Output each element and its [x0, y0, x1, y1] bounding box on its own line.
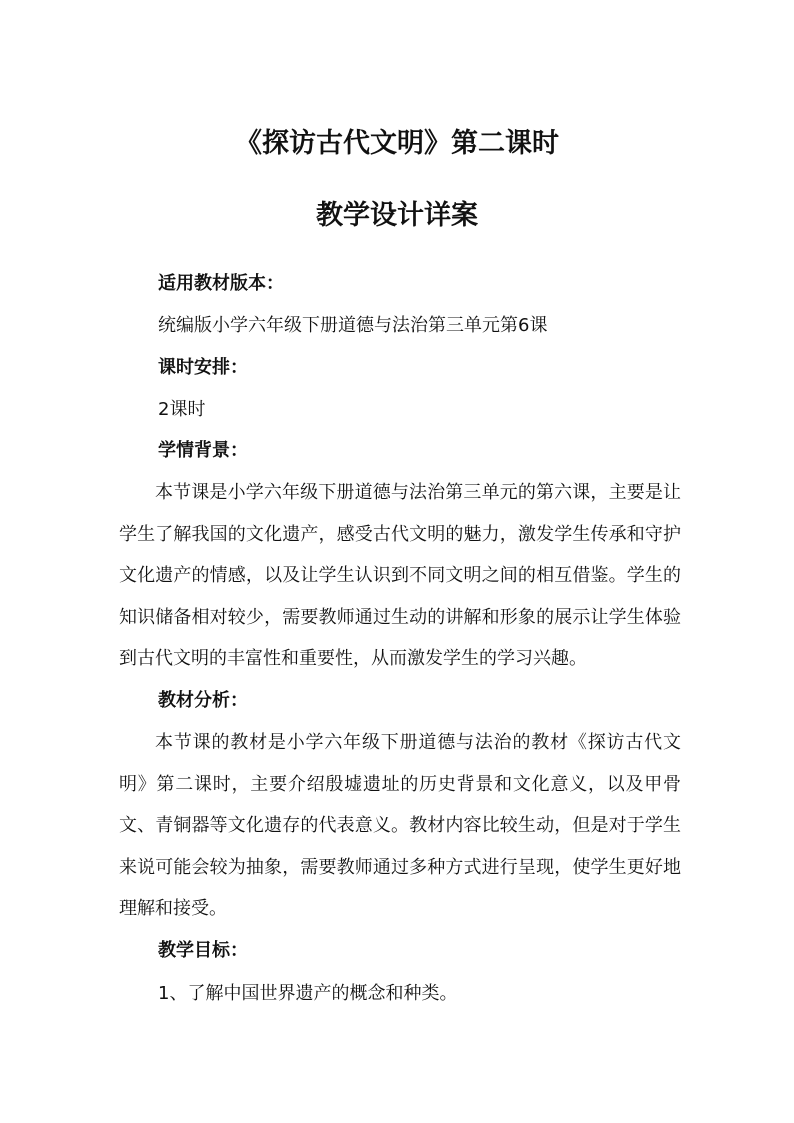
- goal-item-1: 1、了解中国世界遗产的概念和种类。: [158, 983, 458, 1004]
- goals-heading: 教学目标：: [158, 940, 248, 961]
- document-title: 《探访古代文明》第二课时: [235, 128, 559, 159]
- edition-text: 统编版小学六年级下册道德与法治第三单元第6课: [158, 315, 548, 336]
- schedule-heading: 课时安排：: [158, 357, 248, 378]
- schedule-text: 2课时: [158, 399, 206, 420]
- analysis-paragraph: 本节课的教材是小学六年级下册道德与法治的教材《探访古代文明》第二课时，主要介绍殷墟遗址的历史背景和文化意义，以及甲骨文、青铜器等文化遗存的代表意义。教材内容比较生动，但是对于学生来说可能会较为抽象，需要教师通过多种方式进行呈现，使学生更好地理解和接受。: [119, 732, 681, 920]
- analysis-heading: 教材分析：: [158, 690, 248, 711]
- background-paragraph: 本节课是小学六年级下册道德与法治第三单元的第六课，主要是让学生了解我国的文化遗产，感受古代文明的魅力，激发学生传承和守护文化遗产的情感，以及让学生认识到不同文明之间的相互借鉴。学生的知识储备相对较少，需要教师通过生动的讲解和形象的展示让学生体验到古代文明的丰富性和重要性，从而激发学生的学习兴趣。: [119, 482, 681, 670]
- background-heading: 学情背景：: [158, 440, 248, 461]
- document-subtitle: 教学设计详案: [316, 200, 478, 231]
- edition-heading: 适用教材版本：: [158, 273, 284, 294]
